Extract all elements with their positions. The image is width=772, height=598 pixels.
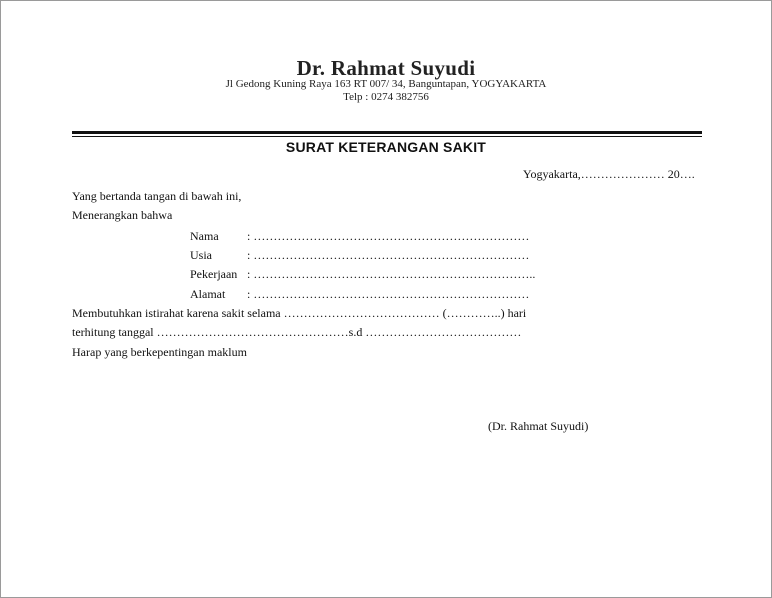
date-line: Yogyakarta,………………… 20….: [523, 167, 695, 181]
field-value-usia: : ……………………………………………………………: [247, 248, 530, 262]
clinic-phone: Telp : 0274 382756: [343, 91, 429, 103]
signature-name: (Dr. Rahmat Suyudi): [488, 419, 589, 433]
field-label-alamat: Alamat: [190, 287, 226, 301]
field-value-nama: : ……………………………………………………………: [247, 229, 530, 243]
field-label-pekerjaan: Pekerjaan: [190, 267, 238, 281]
declaration-line: Menerangkan bahwa: [72, 208, 173, 222]
field-label-usia: Usia: [190, 248, 212, 262]
field-value-pekerjaan: : ……………………………………………………………..: [247, 267, 536, 281]
field-label-nama: Nama: [190, 229, 219, 243]
header-divider-thick: [72, 131, 702, 134]
closing-line: Harap yang berkepentingan maklum: [72, 345, 247, 359]
field-value-alamat: : ……………………………………………………………: [247, 287, 530, 301]
clinic-address: Jl Gedong Kuning Raya 163 RT 007/ 34, Banguntapan, YOGYAKARTA: [225, 78, 547, 90]
date-range-line: terhitung tanggal …………………………………………s.d …………………………………: [72, 325, 522, 339]
intro-line: Yang bertanda tangan di bawah ini,: [72, 189, 242, 203]
doctor-name-heading: Dr. Rahmat Suyudi: [296, 56, 476, 80]
document-title: SURAT KETERANGAN SAKIT: [285, 139, 487, 155]
rest-duration-line: Membutuhkan istirahat karena sakit selama ………………………………… (…………..) hari: [72, 306, 527, 320]
header-divider-thin: [72, 136, 702, 137]
